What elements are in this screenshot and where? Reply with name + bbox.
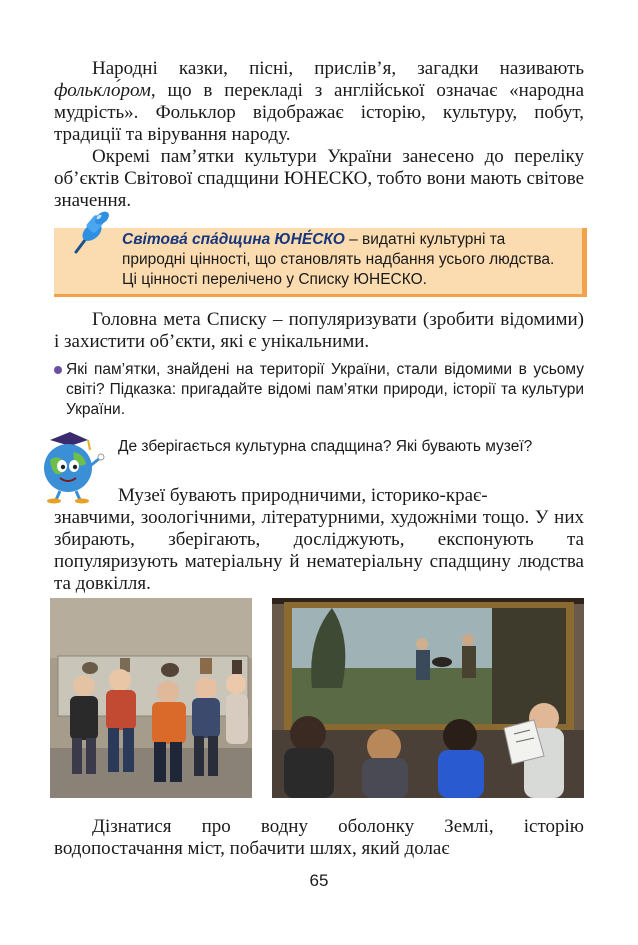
definition-text: Світова́ спа́дщина ЮНЕ́СКО – видатні культурні та природні цінності, що становлять надбання усього людства. Ці цінності перелічено у Списку ЮНЕСКО. xyxy=(122,231,555,288)
question-monuments: Які пам’ятки, знайдені на території України, стали відомими в усьому світі? Підказка: пригадайте відомі пам’ятки природи, історії та культури України. xyxy=(66,361,584,418)
paragraph-list-goal: Головна мета Списку – популяризувати (зробити відомими) і захистити об’єкти, які є унікальними. xyxy=(54,309,584,352)
definition-term: Світова́ спа́дщина ЮНЕ́СКО xyxy=(122,231,345,248)
definition-box xyxy=(54,218,586,294)
pushpin-icon xyxy=(62,208,112,260)
children-at-museum-display-case-photo xyxy=(50,598,252,798)
paragraph-museums: Музеї бувають природничими, історико-крає- знавчими, зоологічними, літературними, художніми тощо. У них збирають, зберігають, досліджують, експонують та популяризують матеріальну й нематеріальну спадщину людства та довкілля. xyxy=(54,485,584,594)
bullet-icon xyxy=(54,366,62,374)
children-looking-at-painting-photo xyxy=(272,598,584,798)
paragraph-water-museum: Дізнатися про водну оболонку Землі, історію водопостачання міст, побачити шлях, який долає xyxy=(54,816,584,859)
paragraph-unesco: Окремі пам’ятки культури України занесено до переліку об’єктів Світової спадщини ЮНЕСКО, тобто вони мають світове значення. xyxy=(54,146,584,211)
page-number: 65 xyxy=(309,871,329,890)
question-museums: Де зберігається культурна спадщина? Які бувають музеї? xyxy=(118,438,533,455)
paragraph-folklore: Народні казки, пісні, прислів’я, загадки називають фолькло́ром, що в перекладі з англійської означає «народна мудрість». Фольклор відображає історію, культуру, побут, традиції та вірування народу. xyxy=(54,58,584,145)
term-folklore: фолькло́ром xyxy=(54,80,151,101)
